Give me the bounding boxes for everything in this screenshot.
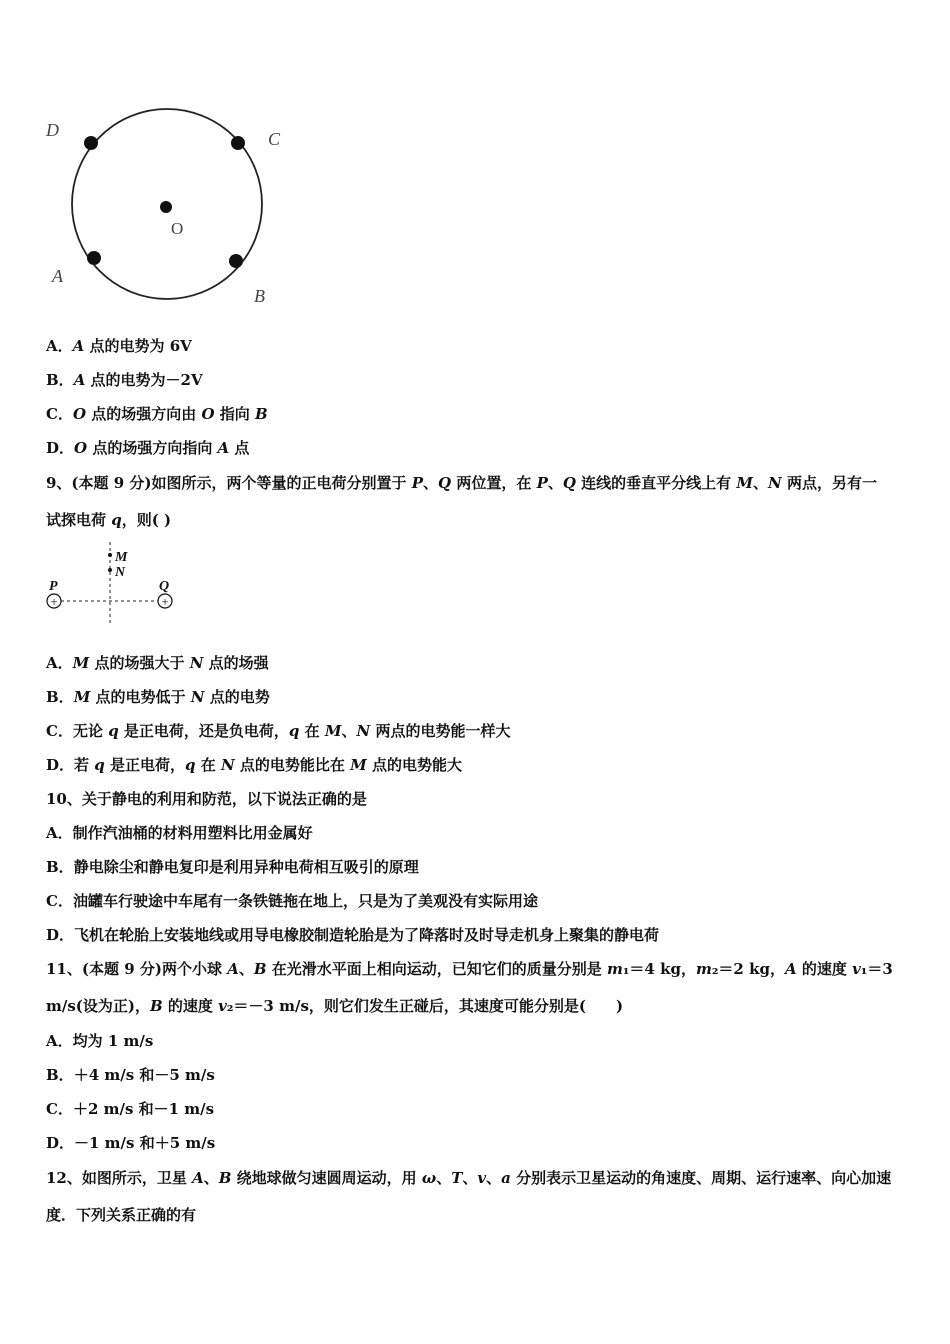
point-b — [229, 254, 243, 268]
math-symbol: m — [695, 960, 712, 978]
option-letter: D． — [46, 439, 75, 457]
label-a: A — [52, 266, 63, 286]
text-run: ₁＝4 kg， — [622, 960, 696, 978]
text-run: 、 — [547, 474, 563, 492]
text-run: 均为 1 m/s — [72, 1032, 154, 1050]
option-letter: C． — [46, 1100, 73, 1118]
point-o — [160, 201, 172, 213]
point-m — [108, 553, 112, 557]
text-run: 指向 — [214, 405, 256, 423]
text-run: 点的电势为 6V — [84, 337, 192, 355]
math-symbol: v — [477, 1169, 487, 1187]
text-run: 点的场强方向由 — [86, 405, 202, 423]
text-run: 在 — [195, 756, 221, 774]
text-run: 、 — [238, 960, 254, 978]
math-symbol: N — [220, 756, 235, 774]
option-letter: A． — [46, 337, 73, 355]
text-run: 11、(本题 9 分)两个小球 — [46, 960, 228, 978]
text-run: 连线的垂直平分线上有 — [575, 474, 737, 492]
text-run: 点的场强方向指向 — [87, 439, 218, 457]
text-run: ＋4 m/s 和－5 m/s — [73, 1066, 215, 1084]
text-run: 静电除尘和静电复印是利用异种电荷相互吸引的原理 — [73, 858, 419, 876]
math-symbol: O — [74, 439, 88, 457]
math-symbol: A — [784, 960, 797, 978]
q8-option-d — [46, 438, 249, 458]
text-run: 12、如图所示，卫星 — [46, 1169, 193, 1187]
math-symbol: Q — [438, 474, 452, 492]
text-run: 点的电势 — [204, 688, 270, 706]
math-symbol: B — [253, 960, 267, 978]
math-symbol: q — [108, 722, 119, 740]
math-symbol: B — [255, 405, 268, 423]
text-run: 点的场强 — [203, 654, 269, 672]
math-symbol: A — [73, 371, 86, 389]
math-symbol: q — [288, 722, 300, 740]
text-run: 制作汽油桶的材料用塑料比用金属好 — [72, 824, 313, 842]
q11-option-a — [46, 1031, 153, 1051]
text-run: 的速度 — [162, 997, 219, 1015]
option-letter: D． — [46, 1134, 75, 1152]
math-symbol: M — [73, 688, 91, 706]
text-run: 度．下列关系正确的有 — [46, 1206, 197, 1224]
math-symbol: a — [501, 1169, 511, 1187]
point-a — [87, 251, 101, 265]
charges-figure — [40, 540, 190, 630]
text-run: 油罐车行驶途中车尾有一条铁链拖在地上，只是为了美观没有实际用途 — [72, 892, 538, 910]
q11-option-c — [46, 1099, 214, 1119]
math-symbol: P — [536, 474, 548, 492]
circle-figure — [40, 100, 300, 315]
text-run: 的速度 — [796, 960, 853, 978]
text-run: 、 — [423, 474, 439, 492]
text-run: 是正电荷， — [104, 756, 185, 774]
option-letter: D． — [46, 926, 75, 944]
q10-option-a — [46, 823, 313, 843]
text-run: 绕地球做匀速圆周运动，用 — [231, 1169, 422, 1187]
text-run: ，则( ) — [121, 511, 172, 529]
q8-option-a — [46, 336, 192, 356]
math-symbol: v — [852, 960, 861, 978]
text-run: 、 — [341, 722, 357, 740]
q9-option-c — [46, 721, 510, 741]
math-symbol: N — [356, 722, 371, 740]
label-o: O — [171, 219, 184, 238]
q9-option-b — [46, 687, 270, 707]
text-run: 飞机在轮胎上安装地线或用导电橡胶制造轮胎是为了降落时及时导走机身上聚集的静电荷 — [74, 926, 660, 944]
math-symbol: A — [217, 439, 230, 457]
q12-stem-line2 — [46, 1205, 196, 1225]
math-symbol: M — [350, 756, 367, 774]
text-run: 两位置，在 — [451, 474, 537, 492]
text-run: 9、(本题 9 分)如图所示，两个等量的正电荷分别置于 — [46, 474, 412, 492]
math-symbol: A — [72, 337, 85, 355]
label-q: Q — [159, 579, 170, 594]
q11-stem-line2 — [46, 996, 623, 1016]
q10-option-b — [46, 857, 419, 877]
text-run: 点的电势为－2V — [85, 371, 203, 389]
math-symbol: q — [111, 511, 122, 529]
option-letter: B． — [46, 371, 74, 389]
point-c — [231, 136, 245, 150]
math-symbol: P — [411, 474, 424, 492]
q11-option-d — [46, 1133, 215, 1153]
q10-option-d — [46, 925, 659, 945]
label-p: P — [49, 579, 58, 594]
math-symbol: ω — [421, 1169, 437, 1187]
text-run: ₂＝－3 m/s，则它们发生正碰后，其速度可能分别是( ) — [226, 997, 624, 1015]
option-letter: C． — [46, 892, 73, 910]
text-run: 、 — [203, 1169, 219, 1187]
text-run: 、 — [436, 1169, 452, 1187]
text-run: 若 — [74, 756, 95, 774]
text-run: 点 — [229, 439, 250, 457]
text-run: 点的电势能比在 — [234, 756, 351, 774]
q9-stem-line2 — [46, 510, 171, 530]
math-symbol: O — [72, 405, 87, 423]
label-b: B — [254, 286, 265, 306]
point-d — [84, 136, 98, 150]
math-symbol: M — [72, 654, 90, 672]
text-run: 点的电势低于 — [90, 688, 191, 706]
label-m: M — [115, 550, 128, 565]
option-letter: C． — [46, 722, 73, 740]
text-run: －1 m/s 和＋5 m/s — [74, 1134, 216, 1152]
math-symbol: T — [451, 1169, 463, 1187]
label-d: D — [46, 120, 59, 140]
text-run: 分别表示卫星运动的角速度、周期、运行速率、向心加速 — [510, 1169, 892, 1187]
option-letter: C． — [46, 405, 73, 423]
math-symbol: m — [606, 960, 623, 978]
option-letter: B． — [46, 688, 74, 706]
math-symbol: M — [736, 474, 754, 492]
text-run: 两点，另有一 — [781, 474, 877, 492]
math-symbol: A — [227, 960, 239, 978]
math-symbol: Q — [562, 474, 576, 492]
text-run: m/s(设为正)， — [46, 997, 150, 1015]
math-symbol: N — [190, 688, 205, 706]
math-symbol: B — [150, 997, 163, 1015]
q12-stem-line1 — [46, 1168, 891, 1188]
q10-stem: 10、关于静电的利用和防范，以下说法正确的是 — [46, 790, 367, 808]
option-letter: A． — [46, 1032, 73, 1050]
option-letter: A． — [46, 654, 73, 672]
text-run: 点的场强大于 — [89, 654, 190, 672]
text-run: ＋2 m/s 和－1 m/s — [72, 1100, 215, 1118]
option-letter: B． — [46, 858, 74, 876]
label-n: N — [115, 565, 126, 580]
math-symbol: M — [324, 722, 342, 740]
math-symbol: O — [201, 405, 215, 423]
q11-stem-line1 — [46, 959, 893, 979]
q8-option-c — [46, 404, 268, 424]
q10-option-c — [46, 891, 538, 911]
option-letter: D． — [46, 756, 75, 774]
option-letter: B． — [46, 1066, 74, 1084]
math-symbol: N — [189, 654, 204, 672]
option-letter: A． — [46, 824, 73, 842]
text-run: ₁＝3 — [860, 960, 893, 978]
q9-stem-line1 — [46, 473, 877, 493]
math-symbol: q — [94, 756, 105, 774]
math-symbol: N — [768, 474, 782, 492]
charge-q-sign: + — [161, 594, 169, 609]
text-run: 点的电势能大 — [366, 756, 462, 774]
text-run: 、 — [462, 1169, 478, 1187]
q9-option-a — [46, 653, 269, 673]
math-symbol: A — [192, 1169, 204, 1187]
math-symbol: B — [218, 1169, 232, 1187]
q8-option-b — [46, 370, 203, 390]
text-run: 无论 — [72, 722, 109, 740]
math-symbol: v — [218, 997, 227, 1015]
charge-p-sign: + — [50, 594, 58, 609]
text-run: 在 — [299, 722, 325, 740]
text-run: 、 — [753, 474, 769, 492]
label-c: C — [268, 129, 281, 149]
math-symbol: q — [184, 756, 196, 774]
text-run: 试探电荷 — [46, 511, 112, 529]
text-run: 在光滑水平面上相向运动，已知它们的质量分别是 — [266, 960, 607, 978]
text-run: 、 — [486, 1169, 502, 1187]
point-n — [108, 568, 112, 572]
text-run: 两点的电势能一样大 — [370, 722, 511, 740]
q11-option-b — [46, 1065, 215, 1085]
text-run: 是正电荷，还是负电荷， — [118, 722, 289, 740]
text-run: ₂＝2 kg， — [711, 960, 785, 978]
q9-option-d — [46, 755, 462, 775]
